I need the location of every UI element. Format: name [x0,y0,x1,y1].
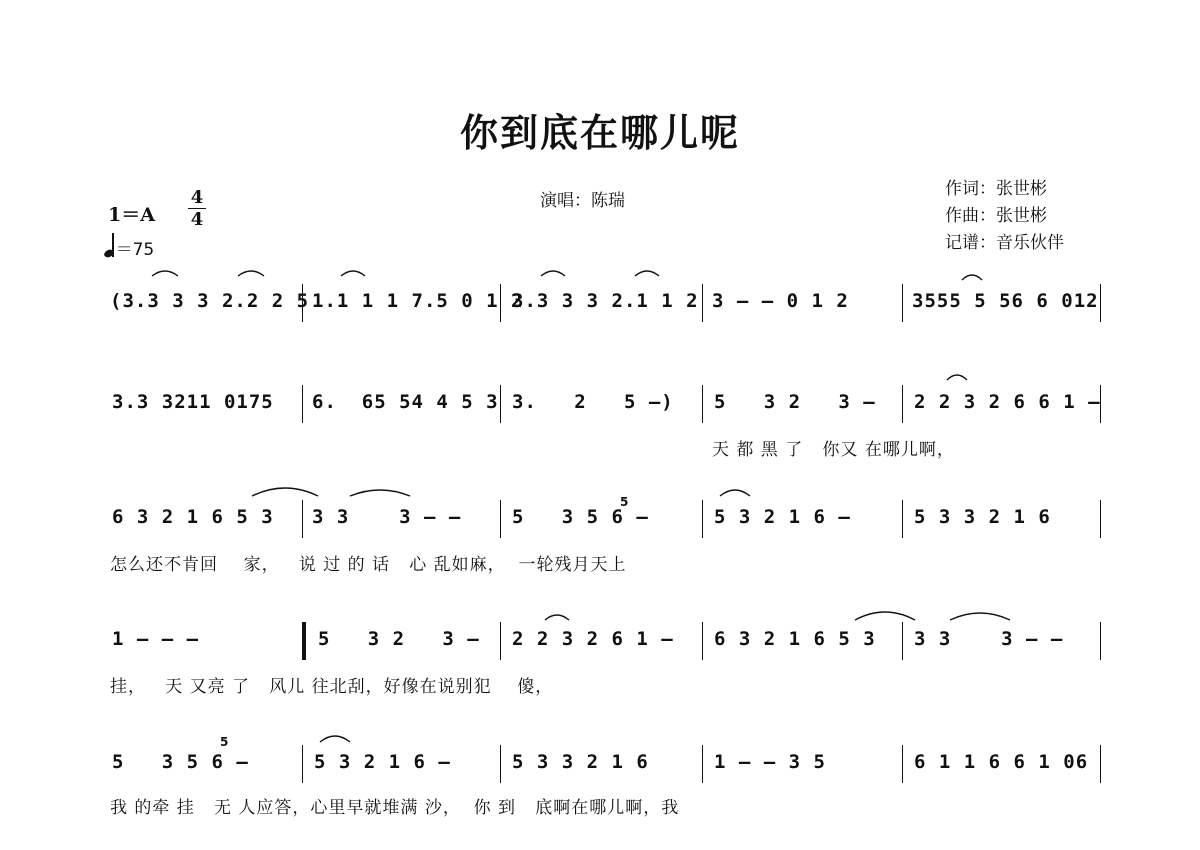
grace-note: 5 [620,495,629,509]
measure: 5 3 2 1 6 – [314,751,451,773]
slur [545,615,569,620]
measure: 5 3 3 2 1 6 [914,506,1051,528]
measure: 6. 65 54 4 5 3 [312,391,499,413]
measure: 2 2 3 2 6 1 – [512,628,674,650]
slur [238,271,264,276]
time-signature-top: 4 [190,187,204,208]
measure: (3.3 3 3 2.2 2 5 [110,290,310,312]
measure: 3. 2 5 –) [512,391,674,413]
measure: 3 – – 0 1 2 [712,290,849,312]
key-signature: 1＝A [108,204,155,226]
slur [720,490,750,496]
slur [152,271,178,276]
lyricist-credit: 作词：张世彬 [945,179,1047,199]
grace-note: 5 [220,735,229,749]
time-signature-bottom: 4 [190,209,204,230]
slur [855,612,915,620]
measure: 2 2 3 2 6 6 1 – [914,391,1101,413]
measure: 5 3 2 3 – [318,628,480,650]
lyric-line: 天 都 黑 了 你又 在哪儿啊， [712,440,955,460]
slur [541,271,565,276]
slur [635,271,659,276]
lyric-line: 怎么还不肯回 家， 说 过 的 话 心 乱如麻， 一轮残月天上 [110,555,627,575]
slur [947,375,967,380]
measure: 5 3 2 3 – [714,391,876,413]
lyric-line: 挂， 天 又亮 了 风儿 往北刮，好像在说别犯 傻， [110,677,554,697]
measure: 3 3 3 – – [312,506,462,528]
measure: 5 3 5 6 – [512,506,649,528]
slur [962,275,982,280]
lyric-line: 我 的牵 挂 无 人应答，心里早就堆满 沙， 你 到 底啊在哪儿啊，我 [110,798,680,818]
measure: 1 – – – [112,628,200,650]
measure: 3555 5 56 6 012 [912,290,1099,312]
measure: 6 1 1 6 6 1 06 [914,751,1089,773]
measure: 6 3 2 1 6 5 3 [714,628,876,650]
song-title: 你到底在哪儿呢 [459,111,740,155]
slur [950,613,1010,620]
measure: 6 3 2 1 6 5 3 [112,506,274,528]
measure: 3.3 3 3 2.1 1 2 [512,290,699,312]
performer-credit: 演唱：陈瑞 [540,191,625,211]
measure: 1 – – 3 5 [714,751,826,773]
slur [320,736,350,742]
measure: 1.1 1 1 7.5 0 1 2 [312,290,524,312]
measure: 5 3 5 6 – [112,751,249,773]
measure: 5 3 2 1 6 – [714,506,851,528]
slur [252,488,318,496]
measure: 5 3 3 2 1 6 [512,751,649,773]
slur [341,271,365,276]
transcriber-credit: 记谱：音乐伙伴 [945,233,1064,253]
slur [350,490,410,496]
composer-credit: 作曲：张世彬 [945,206,1047,226]
tempo-value: ＝75 [115,240,155,260]
measure: 3 3 3 – – [914,628,1064,650]
measure: 3.3 3211 0175 [112,391,274,413]
